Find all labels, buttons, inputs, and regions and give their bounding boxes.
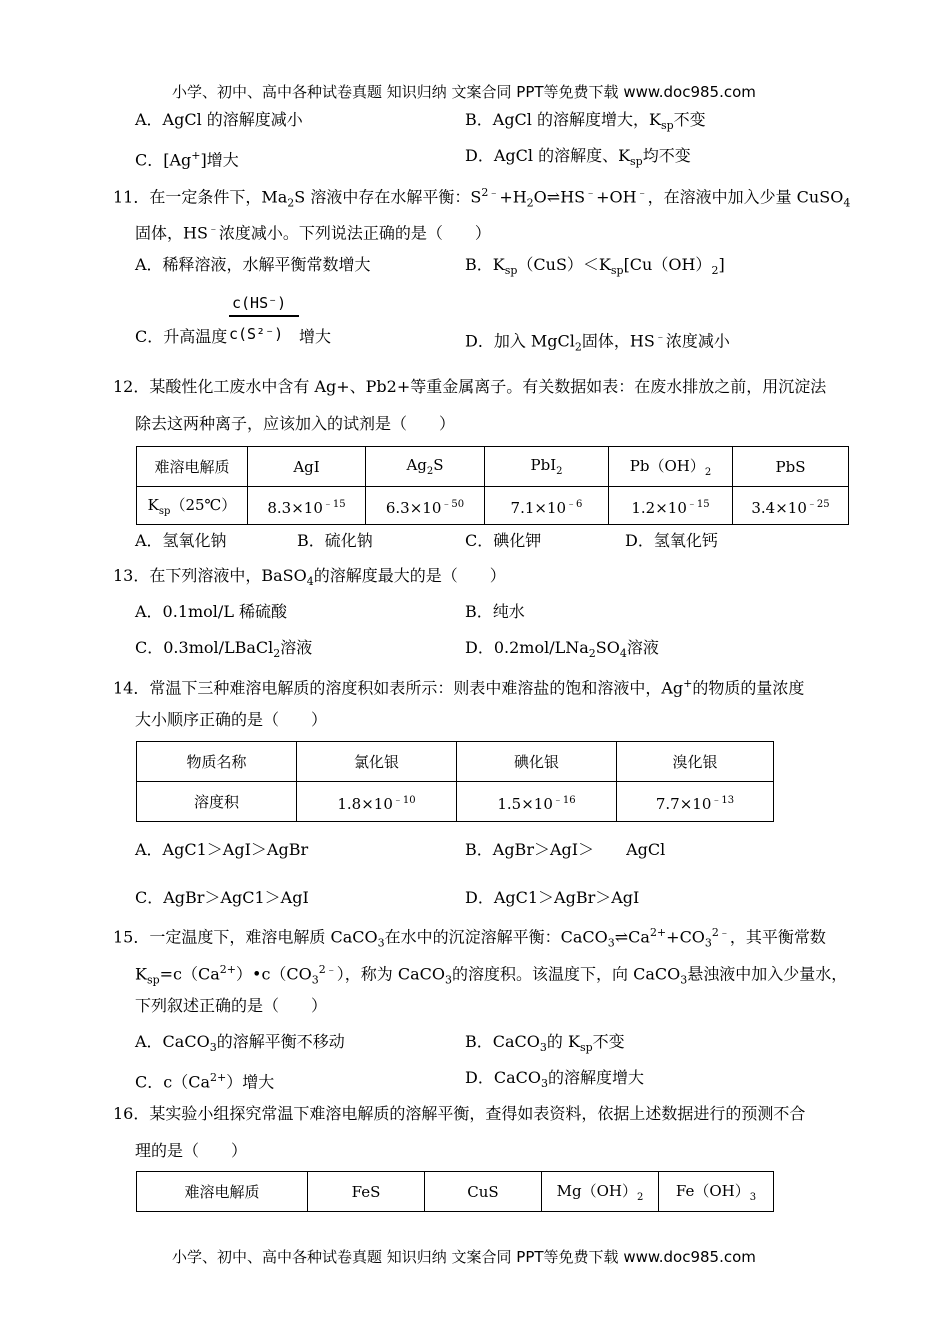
q12-option-a: A．氢氧化钠 [135, 531, 227, 550]
q11-stem-line1: 11．在一定条件下，$Ma_2S$ 溶液中存在水解平衡：$S^{2﹣}+H_2O\rightleftharpoons HS^﹣+OH^﹣$，在溶液中加入少量 CuSO$_4$ [113, 186, 851, 210]
table-cell: $1.5\times 10^{﹣16}$ [457, 782, 617, 822]
q16-stem-line1: 16．某实验小组探究常温下难溶电解质的溶解平衡，查得如表资料，依据上述数据进行的预测不合 [113, 1104, 806, 1123]
q16-data-table [136, 1171, 774, 1212]
table-cell: PbS [733, 447, 849, 487]
q10-option-b: B．AgCl 的溶解度增大，$K_{sp}$不变 [465, 110, 706, 133]
table-cell: $8.3\times 10^{﹣15}$ [248, 487, 366, 525]
q14-option-c: C．AgBr＞AgC1＞AgI [135, 888, 309, 907]
q11-option-c-tail: 增大 [299, 327, 332, 346]
q15-stem-line3: 下列叙述正确的是（ ） [135, 996, 328, 1015]
q13-option-a: A．0.1mol/L 稀硫酸 [135, 602, 288, 621]
q12-ksp-table [136, 446, 849, 525]
q14-stem-line1: 14．常温下三种难溶电解质的溶度积如表所示：则表中难溶盐的饱和溶液中，Ag+的物质的量浓度 [113, 677, 805, 698]
q12-stem-line1: 12．某酸性化工废水中含有 Ag+、Pb2+等重金属离子。有关数据如表：在废水排放之前，用沉淀法 [113, 377, 827, 396]
q10-option-a: A．AgCl 的溶解度减小 [135, 110, 303, 129]
q11-stem-line2: 固体，HS﹣浓度减小。下列说法正确的是（ ） [135, 222, 491, 243]
page-header: 小学、初中、高中各种试卷真题 知识归纳 文案合同 PPT等免费下载 www.doc985.com [172, 83, 756, 101]
table-cell: $K_{sp}(25℃)$ [137, 487, 248, 525]
page-footer: 小学、初中、高中各种试卷真题 知识归纳 文案合同 PPT等免费下载 www.doc985.com [172, 1248, 756, 1266]
table-cell: $1.2\times 10^{﹣15}$ [609, 487, 733, 525]
table-cell: 难溶电解质 [137, 1172, 308, 1212]
q16-stem-line2: 理的是（ ） [135, 1141, 248, 1160]
q10-option-c: C．[Ag+]增大 [135, 149, 239, 170]
q11-option-b: B．$K_{sp}(CuS)<K_{sp}[Cu(OH)_2]$ [465, 255, 725, 278]
table-cell: $Fe(OH)_3$ [659, 1172, 774, 1212]
q14-option-a: A．AgC1＞AgI＞AgBr [135, 840, 309, 859]
table-cell: $7.7\times 10^{﹣13}$ [617, 782, 774, 822]
q15-option-b: B．CaCO$_3$的 $K_{sp}$不变 [465, 1032, 625, 1055]
q14-ksp-table [136, 741, 774, 822]
table-cell: 难溶电解质 [137, 447, 248, 487]
q11-option-a: A．稀释溶液，水解平衡常数增大 [135, 255, 371, 274]
q11-fraction-numerator: c(HS⁻) [232, 294, 287, 312]
q15-option-a: A．CaCO$_3$的溶解平衡不移动 [135, 1032, 345, 1055]
table-cell: $Pb(OH)_2$ [609, 447, 733, 487]
q15-option-c: C．$c(Ca^{2+})$增大 [135, 1071, 275, 1092]
q12-option-c: C．碘化钾 [465, 531, 542, 550]
table-cell: 物质名称 [137, 742, 297, 782]
table-cell: PbI$_2$ [485, 447, 609, 487]
q10-option-d: D．AgCl 的溶解度、$K_{sp}$均不变 [465, 146, 691, 169]
q13-option-b: B．纯水 [465, 602, 525, 621]
q14-option-d: D．AgC1＞AgBr＞AgI [465, 888, 640, 907]
q13-option-d: D．$0.2mol/LNa_2SO_4$溶液 [465, 638, 659, 661]
q11-option-d: D．加入 MgCl$_2$固体，HS﹣浓度减小 [465, 330, 730, 354]
table-cell: 溶度积 [137, 782, 297, 822]
table-cell: 碘化银 [457, 742, 617, 782]
q12-option-d: D．氢氧化钙 [625, 531, 718, 550]
q12-option-b: B．硫化钠 [297, 531, 373, 550]
table-cell: $Mg(OH)_2$ [542, 1172, 659, 1212]
table-cell: CuS [425, 1172, 542, 1212]
table-cell: 氯化银 [297, 742, 457, 782]
table-cell: 溴化银 [617, 742, 774, 782]
table-cell: FeS [308, 1172, 425, 1212]
table-cell: $1.8\times 10^{﹣10}$ [297, 782, 457, 822]
q11-fraction-bar [229, 315, 299, 317]
q15-option-d: D．CaCO$_3$的溶解度增大 [465, 1068, 644, 1091]
q13-option-c: C．0.3mol/LBaCl$_2$溶液 [135, 638, 313, 661]
q15-stem-line2: $K_{sp}=c(Ca^{2+})•c(CO_3^{2﹣})$，称为 CaCO$_3$的溶度积。该温度下，向 CaCO$_3$悬浊液中加入少量水， [135, 963, 848, 987]
table-cell: AgI [248, 447, 366, 487]
table-cell: $3.4\times 10^{﹣25}$ [733, 487, 849, 525]
q14-stem-line2: 大小顺序正确的是（ ） [135, 710, 328, 729]
q13-stem: 13．在下列溶液中，BaSO$_4$的溶解度最大的是（ ） [113, 566, 506, 589]
table-cell: $Ag_2S$ [366, 447, 485, 487]
q11-fraction-denominator: c(S²⁻) [229, 325, 284, 343]
q14-option-b: B．AgBr＞AgI＞ AgCl [465, 840, 666, 859]
q12-stem-line2: 除去这两种离子，应该加入的试剂是（ ） [135, 414, 456, 433]
table-cell: $7.1\times 10^{﹣6}$ [485, 487, 609, 525]
table-cell: $6.3\times 10^{﹣50}$ [366, 487, 485, 525]
q15-stem-line1: 15．一定温度下，难溶电解质 CaCO$_3$在水中的沉淀溶解平衡：$CaCO_3\rightleftharpoons Ca^{2+}+CO_3^{2﹣}$，其平衡常数 [113, 926, 826, 950]
q11-option-c-label: C．升高温度 [135, 327, 228, 346]
